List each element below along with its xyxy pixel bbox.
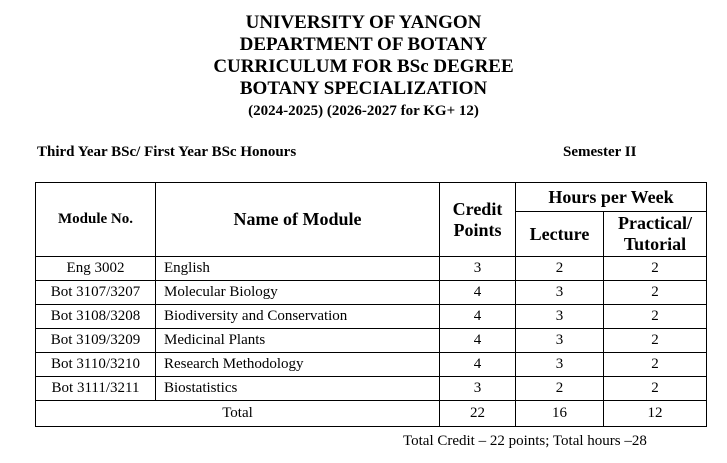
- year-label: Third Year BSc/ First Year BSc Honours: [37, 144, 297, 160]
- curriculum-title: CURRICULUM FOR BSc DEGREE: [213, 56, 514, 77]
- total-lecture: 16: [516, 401, 604, 427]
- lecture-cell: 2: [516, 257, 604, 281]
- credit-cell: 4: [440, 329, 516, 353]
- module-no-cell: Bot 3109/3209: [36, 329, 156, 353]
- module-no-cell: Eng 3002: [36, 257, 156, 281]
- table-row: [36, 353, 707, 377]
- credit-cell: 3: [440, 257, 516, 281]
- credit-cell: 4: [440, 281, 516, 305]
- header-module-no: Module No.: [36, 183, 156, 257]
- lecture-cell: 3: [516, 281, 604, 305]
- credit-cell: 4: [440, 305, 516, 329]
- header-credit-line2: Points: [453, 219, 502, 240]
- module-name-cell: Biodiversity and Conservation: [156, 305, 440, 329]
- practical-cell: 2: [604, 353, 707, 377]
- document-header: [0, 12, 727, 122]
- practical-cell: 2: [604, 257, 707, 281]
- credit-cell: 4: [440, 353, 516, 377]
- department-title: DEPARTMENT OF BOTANY: [239, 34, 488, 55]
- header-credit-line1: Credit: [452, 198, 503, 219]
- specialization-title: BOTANY SPECIALIZATION: [239, 78, 488, 99]
- lecture-cell: 3: [516, 329, 604, 353]
- credit-cell: 3: [440, 377, 516, 401]
- module-name-cell: Biostatistics: [156, 377, 440, 401]
- module-no-cell: Bot 3108/3208: [36, 305, 156, 329]
- header-practical-line1: Practical/: [618, 213, 692, 233]
- practical-cell: 2: [604, 305, 707, 329]
- practical-cell: 2: [604, 281, 707, 305]
- total-label: Total: [36, 401, 440, 427]
- total-credit: 22: [440, 401, 516, 427]
- header-module-name: Name of Module: [156, 183, 440, 257]
- lecture-cell: 3: [516, 353, 604, 377]
- academic-years: (2024-2025) (2026-2027 for KG+ 12): [248, 103, 479, 119]
- header-practical-line2: Tutorial: [623, 234, 687, 254]
- practical-cell: 2: [604, 329, 707, 353]
- header-credit-points: [440, 183, 516, 257]
- header-practical-tutorial: [604, 212, 707, 257]
- table-row: [36, 305, 707, 329]
- total-row: [36, 401, 707, 427]
- curriculum-table: [35, 182, 707, 427]
- module-name-cell: English: [156, 257, 440, 281]
- lecture-cell: 2: [516, 377, 604, 401]
- header-lecture: Lecture: [516, 212, 604, 257]
- module-no-cell: Bot 3111/3211: [36, 377, 156, 401]
- table-row: [36, 329, 707, 353]
- lecture-cell: 3: [516, 305, 604, 329]
- semester-label: Semester II: [563, 144, 637, 160]
- table-row: [36, 281, 707, 305]
- module-no-cell: Bot 3110/3210: [36, 353, 156, 377]
- module-name-cell: Medicinal Plants: [156, 329, 440, 353]
- module-name-cell: Molecular Biology: [156, 281, 440, 305]
- practical-cell: 2: [604, 377, 707, 401]
- table-row: [36, 377, 707, 401]
- total-summary: Total Credit – 22 points; Total hours –28: [403, 433, 647, 449]
- module-no-cell: Bot 3107/3207: [36, 281, 156, 305]
- total-practical: 12: [604, 401, 707, 427]
- university-title: UNIVERSITY OF YANGON: [245, 12, 482, 33]
- table-row: [36, 257, 707, 281]
- header-hours-per-week: Hours per Week: [516, 183, 707, 212]
- module-name-cell: Research Methodology: [156, 353, 440, 377]
